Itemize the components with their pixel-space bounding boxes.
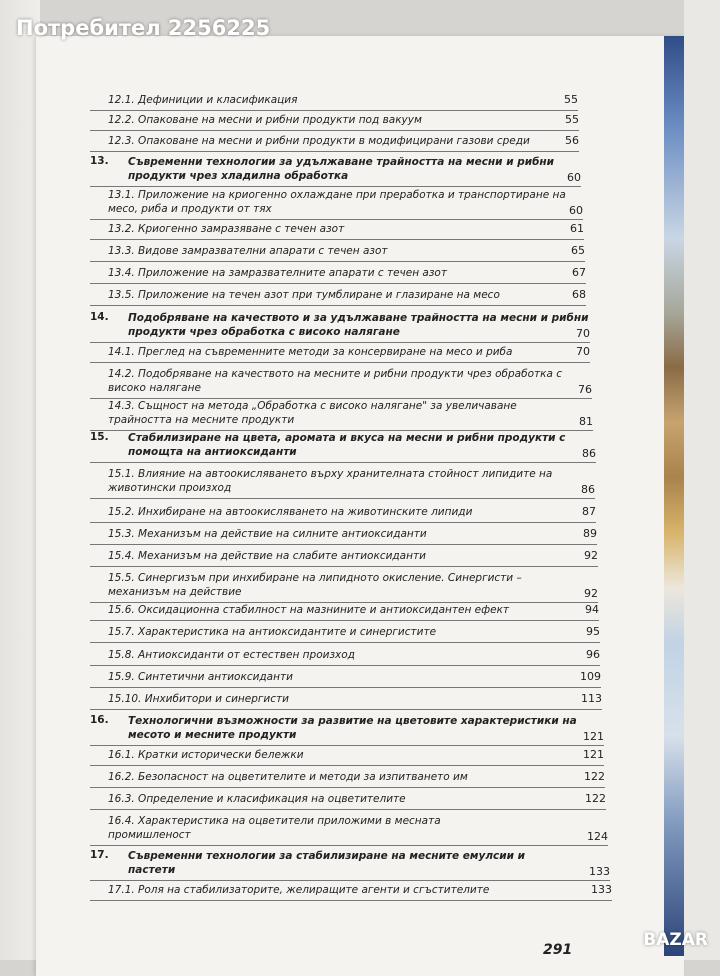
toc-subsection xyxy=(0,288,586,306)
site-logo: BAZAR xyxy=(643,930,708,950)
entry-title-line: 14.2. Подобряване на качеството на месните и рибни продукти чрез обработка с xyxy=(108,368,563,380)
entry-page-number: 96 xyxy=(586,648,600,661)
entry-separator-line xyxy=(90,261,585,262)
entry-separator-line xyxy=(90,709,602,710)
toc-subsection xyxy=(0,345,590,363)
entry-page-number: 87 xyxy=(582,505,596,518)
entry-title-line: трайността на месните продукти xyxy=(108,414,295,426)
entry-title-line: продукти чрез хладилна обработка xyxy=(128,170,349,182)
entry-title-line: 15.9. Синтетични антиоксиданти xyxy=(108,671,293,683)
entry-separator-line xyxy=(90,845,608,846)
entry-page-number: 65 xyxy=(571,244,585,257)
entry-title-line: 12.2. Опаковане на месни и рибни продукти под вакуум xyxy=(108,114,422,126)
entry-page-number: 113 xyxy=(581,692,602,705)
entry-title-line: животински произход xyxy=(108,482,232,494)
entry-title-line: 15.3. Механизъм на действие на силните антиоксиданти xyxy=(108,528,427,540)
entry-separator-line xyxy=(90,151,579,152)
entry-title-line: 13.1. Приложение на криогенно охлаждане при преработка и транспортиране на xyxy=(108,189,566,201)
entry-page-number: 121 xyxy=(583,748,604,761)
toc-subsection xyxy=(0,648,600,666)
entry-title-line: 14.1. Преглед на съвременните методи за консервиране на месо и риба xyxy=(108,346,513,358)
entry-page-number: 55 xyxy=(564,93,578,106)
toc-chapter xyxy=(0,311,590,343)
entry-separator-line xyxy=(90,342,590,343)
chapter-number: 17. xyxy=(90,849,109,861)
toc-chapter xyxy=(0,155,581,187)
entry-title-line: 13.3. Видове замразвателни апарати с течен азот xyxy=(108,245,388,257)
entry-title-line: 15.10. Инхибитори и синергисти xyxy=(108,693,289,705)
entry-separator-line xyxy=(90,239,584,240)
toc-subsection xyxy=(0,571,598,603)
entry-title-line: промишленост xyxy=(108,829,191,841)
entry-title-line: 15.8. Антиоксиданти от естествен произход xyxy=(108,649,355,661)
entry-title-line: 12.1. Дефиниции и класификация xyxy=(108,94,298,106)
toc-subsection xyxy=(0,883,612,901)
entry-separator-line xyxy=(90,880,610,881)
entry-title-line: пастети xyxy=(128,864,176,876)
entry-separator-line xyxy=(90,900,612,901)
entry-title-line: продукти чрез обработка с високо налягане xyxy=(128,326,400,338)
entry-page-number: 133 xyxy=(589,865,610,878)
entry-title-line: 15.1. Влияние на автоокисляването върху хранителната стойност липидите на xyxy=(108,468,553,480)
entry-separator-line xyxy=(90,787,605,788)
entry-page-number: 68 xyxy=(572,288,586,301)
entry-page-number: 60 xyxy=(567,171,581,184)
chapter-number: 16. xyxy=(90,714,109,726)
entry-separator-line xyxy=(90,462,596,463)
entry-title-line: 12.3. Опаковане на месни и рибни продукти в модифицирани газови среди xyxy=(108,135,530,147)
entry-page-number: 95 xyxy=(586,625,600,638)
entry-title-line: Съвременни технологии за стабилизиране на месните емулсии и xyxy=(128,850,525,862)
entry-separator-line xyxy=(90,566,598,567)
entry-title-line: 16.2. Безопасност на оцветителите и методи за изпитването им xyxy=(108,771,468,783)
entry-separator-line xyxy=(90,687,601,688)
entry-title-line: 13.4. Приложение на замразвателните апарати с течен азот xyxy=(108,267,447,279)
entry-separator-line xyxy=(90,130,579,131)
entry-separator-line xyxy=(90,110,578,111)
toc-chapter xyxy=(0,431,596,463)
toc-subsection xyxy=(0,467,595,499)
toc-subsection xyxy=(0,549,598,567)
toc-subsection xyxy=(0,505,596,523)
entry-page-number: 81 xyxy=(579,415,593,428)
toc-subsection xyxy=(0,134,579,152)
entry-separator-line xyxy=(90,745,604,746)
entry-title-line: Технологични възможности за развитие на цветовите характеристики на xyxy=(128,715,577,727)
entry-page-number: 122 xyxy=(584,770,605,783)
entry-separator-line xyxy=(90,620,599,621)
entry-page-number: 86 xyxy=(581,483,595,496)
entry-title-line: 16.1. Кратки исторически бележки xyxy=(108,749,304,761)
chapter-number: 13. xyxy=(90,155,109,167)
toc-subsection xyxy=(0,113,579,131)
entry-page-number: 61 xyxy=(570,222,584,235)
entry-separator-line xyxy=(90,642,600,643)
entry-title-line: 14.3. Същност на метода „Обработка с високо налягане" за увеличаване xyxy=(108,400,517,412)
toc-chapter xyxy=(0,849,610,881)
toc-subsection xyxy=(0,625,600,643)
entry-separator-line xyxy=(90,765,604,766)
entry-title-line: високо налягане xyxy=(108,382,201,394)
entry-page-number: 109 xyxy=(580,670,601,683)
entry-page-number: 70 xyxy=(576,327,590,340)
entry-title-line: Съвременни технологии за удължаване трайността на месни и рибни xyxy=(128,156,555,168)
entry-page-number: 86 xyxy=(582,447,596,460)
entry-page-number: 92 xyxy=(584,587,598,600)
toc-subsection xyxy=(0,93,578,111)
entry-separator-line xyxy=(90,544,597,545)
entry-title-line: 16.4. Характеристика на оцветители приложими в месната xyxy=(108,815,441,827)
toc-subsection xyxy=(0,244,585,262)
toc-chapter xyxy=(0,714,604,746)
entry-separator-line xyxy=(90,809,606,810)
entry-title-line: месо, риба и продукти от тях xyxy=(108,203,272,215)
entry-page-number: 124 xyxy=(587,830,608,843)
entry-title-line: 15.4. Механизъм на действие на слабите антиоксиданти xyxy=(108,550,426,562)
entry-page-number: 133 xyxy=(591,883,612,896)
entry-separator-line xyxy=(90,283,586,284)
entry-page-number: 122 xyxy=(585,792,606,805)
user-watermark: Потребител 2256225 xyxy=(16,16,271,40)
entry-page-number: 56 xyxy=(565,134,579,147)
toc-subsection xyxy=(0,770,605,788)
entry-title-line: 13.2. Криогенно замразяване с течен азот xyxy=(108,223,345,235)
entry-page-number: 94 xyxy=(585,603,599,616)
entry-separator-line xyxy=(90,522,596,523)
toc-subsection xyxy=(0,670,601,688)
entry-title-line: 13.5. Приложение на течен азот при тумблиране и глазиране на месо xyxy=(108,289,500,301)
entry-separator-line xyxy=(90,219,583,220)
entry-page-number: 55 xyxy=(565,113,579,126)
toc-subsection xyxy=(0,603,599,621)
entry-separator-line xyxy=(90,305,586,306)
entry-separator-line xyxy=(90,186,581,187)
entry-page-number: 67 xyxy=(572,266,586,279)
entry-title-line: 17.1. Роля на стабилизаторите, желиращите агенти и сгъстителите xyxy=(108,884,490,896)
entry-page-number: 92 xyxy=(584,549,598,562)
toc-subsection xyxy=(0,399,593,431)
toc-subsection xyxy=(0,188,583,220)
entry-separator-line xyxy=(90,498,595,499)
entry-title-line: 15.6. Оксидационна стабилност на мазнините и антиоксидантен ефект xyxy=(108,604,510,616)
entry-title-line: 15.7. Характеристика на антиоксидантите и синергистите xyxy=(108,626,437,638)
entry-title-line: 15.5. Синергизъм при инхибиране на липидното окисление. Синергисти – xyxy=(108,572,522,584)
chapter-number: 14. xyxy=(90,311,109,323)
page-number: 291 xyxy=(543,942,573,958)
entry-page-number: 76 xyxy=(578,383,592,396)
entry-title-line: Подобряване на качеството и за удължаване трайността на месни и рибни xyxy=(128,312,589,324)
entry-separator-line xyxy=(90,362,590,363)
toc-subsection xyxy=(0,814,608,846)
entry-title-line: помощта на антиоксиданти xyxy=(128,446,297,458)
chapter-number: 15. xyxy=(90,431,109,443)
entry-separator-line xyxy=(90,665,600,666)
entry-page-number: 70 xyxy=(576,345,590,358)
entry-page-number: 60 xyxy=(569,204,583,217)
entry-page-number: 89 xyxy=(583,527,597,540)
toc-subsection xyxy=(0,527,597,545)
entry-page-number: 121 xyxy=(583,730,604,743)
entry-title-line: Стабилизиране на цвета, аромата и вкуса на месни и рибни продукти с xyxy=(128,432,566,444)
entry-title-line: механизъм на действие xyxy=(108,586,242,598)
toc-subsection xyxy=(0,266,586,284)
entry-title-line: 16.3. Определение и класификация на оцветителите xyxy=(108,793,406,805)
entry-title-line: 15.2. Инхибиране на автоокисляването на животинските липиди xyxy=(108,506,473,518)
toc-subsection xyxy=(0,692,602,710)
toc-subsection xyxy=(0,222,584,240)
toc-subsection xyxy=(0,367,592,399)
toc-subsection xyxy=(0,748,604,766)
toc-subsection xyxy=(0,792,606,810)
entry-title-line: месото и месните продукти xyxy=(128,729,297,741)
